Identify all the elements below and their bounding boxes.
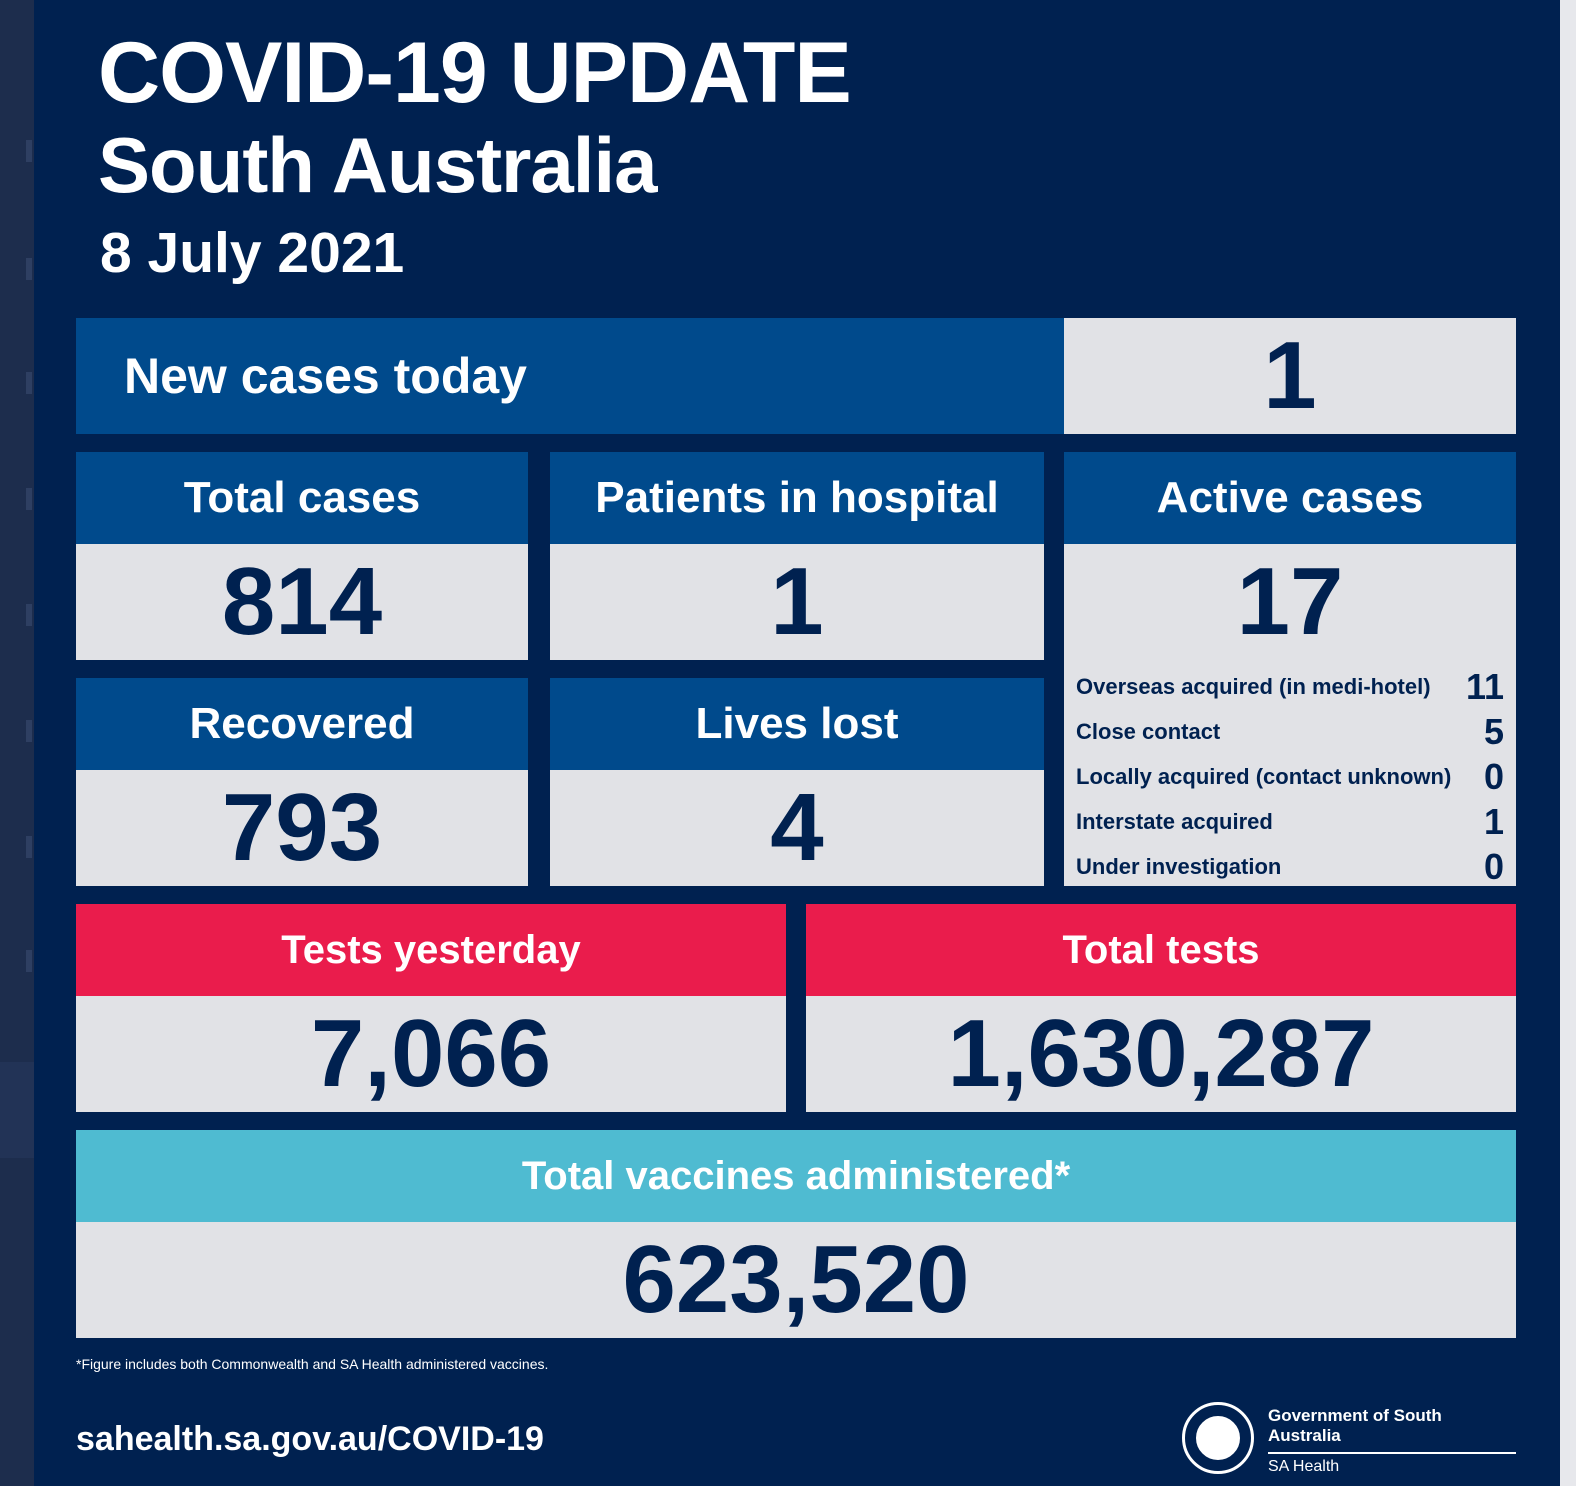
vaccines-value: 623,520 bbox=[76, 1222, 1516, 1338]
active-cases-breakdown bbox=[1064, 660, 1516, 886]
lives-lost-label: Lives lost bbox=[550, 678, 1044, 770]
background-window-strip bbox=[0, 0, 34, 1486]
list-item bbox=[1076, 844, 1504, 889]
background-window-edge bbox=[1560, 0, 1576, 1486]
active-cases-value: 17 bbox=[1064, 544, 1516, 660]
breakdown-label: Locally acquired (contact unknown) bbox=[1076, 763, 1452, 789]
patients-in-hospital-value: 1 bbox=[550, 544, 1044, 660]
background-tick bbox=[26, 488, 32, 510]
breakdown-label: Under investigation bbox=[1076, 853, 1282, 879]
breakdown-label: Close contact bbox=[1076, 718, 1221, 744]
breakdown-value: 1 bbox=[1483, 800, 1504, 842]
poster-date: 8 July 2021 bbox=[100, 221, 405, 285]
covid-update-poster bbox=[34, 0, 1560, 1486]
background-tick bbox=[26, 140, 32, 162]
list-item bbox=[1076, 799, 1504, 844]
breakdown-value: 11 bbox=[1465, 665, 1504, 707]
list-item bbox=[1076, 709, 1504, 754]
tests-yesterday-label: Tests yesterday bbox=[76, 904, 786, 996]
background-tick bbox=[26, 258, 32, 280]
department-name: SA Health bbox=[1268, 1458, 1340, 1475]
breakdown-label: Interstate acquired bbox=[1076, 808, 1273, 834]
patients-in-hospital-label: Patients in hospital bbox=[550, 452, 1044, 544]
government-name: Government of South Australia bbox=[1268, 1406, 1516, 1454]
poster-title: COVID-19 UPDATE bbox=[98, 25, 851, 121]
seal-center bbox=[1196, 1416, 1240, 1460]
government-logo-text bbox=[1268, 1406, 1516, 1476]
breakdown-value: 0 bbox=[1483, 755, 1504, 797]
vaccine-footnote: *Figure includes both Commonwealth and SA Health administered vaccines. bbox=[76, 1356, 549, 1372]
recovered-value: 793 bbox=[76, 770, 528, 886]
background-tick bbox=[26, 720, 32, 742]
list-item bbox=[1076, 664, 1504, 709]
background-tick bbox=[26, 836, 32, 858]
total-tests-value: 1,630,287 bbox=[806, 996, 1516, 1112]
total-tests-label: Total tests bbox=[806, 904, 1516, 996]
recovered-label: Recovered bbox=[76, 678, 528, 770]
lives-lost-value: 4 bbox=[550, 770, 1044, 886]
vaccines-label: Total vaccines administered* bbox=[76, 1130, 1516, 1222]
new-cases-label: New cases today bbox=[76, 318, 1064, 434]
south-australia-seal-icon bbox=[1182, 1402, 1254, 1474]
new-cases-value: 1 bbox=[1064, 318, 1516, 434]
breakdown-value: 5 bbox=[1483, 710, 1504, 752]
background-panel bbox=[0, 1062, 34, 1158]
total-cases-label: Total cases bbox=[76, 452, 528, 544]
poster-subtitle: South Australia bbox=[98, 121, 657, 209]
active-cases-label: Active cases bbox=[1064, 452, 1516, 544]
website-link[interactable]: sahealth.sa.gov.au/COVID-19 bbox=[76, 1420, 544, 1458]
total-cases-value: 814 bbox=[76, 544, 528, 660]
background-tick bbox=[26, 372, 32, 394]
background-tick bbox=[26, 604, 32, 626]
background-tick bbox=[26, 950, 32, 972]
list-item bbox=[1076, 754, 1504, 799]
breakdown-label: Overseas acquired (in medi-hotel) bbox=[1076, 673, 1431, 699]
tests-yesterday-value: 7,066 bbox=[76, 996, 786, 1112]
breakdown-value: 0 bbox=[1483, 845, 1504, 887]
